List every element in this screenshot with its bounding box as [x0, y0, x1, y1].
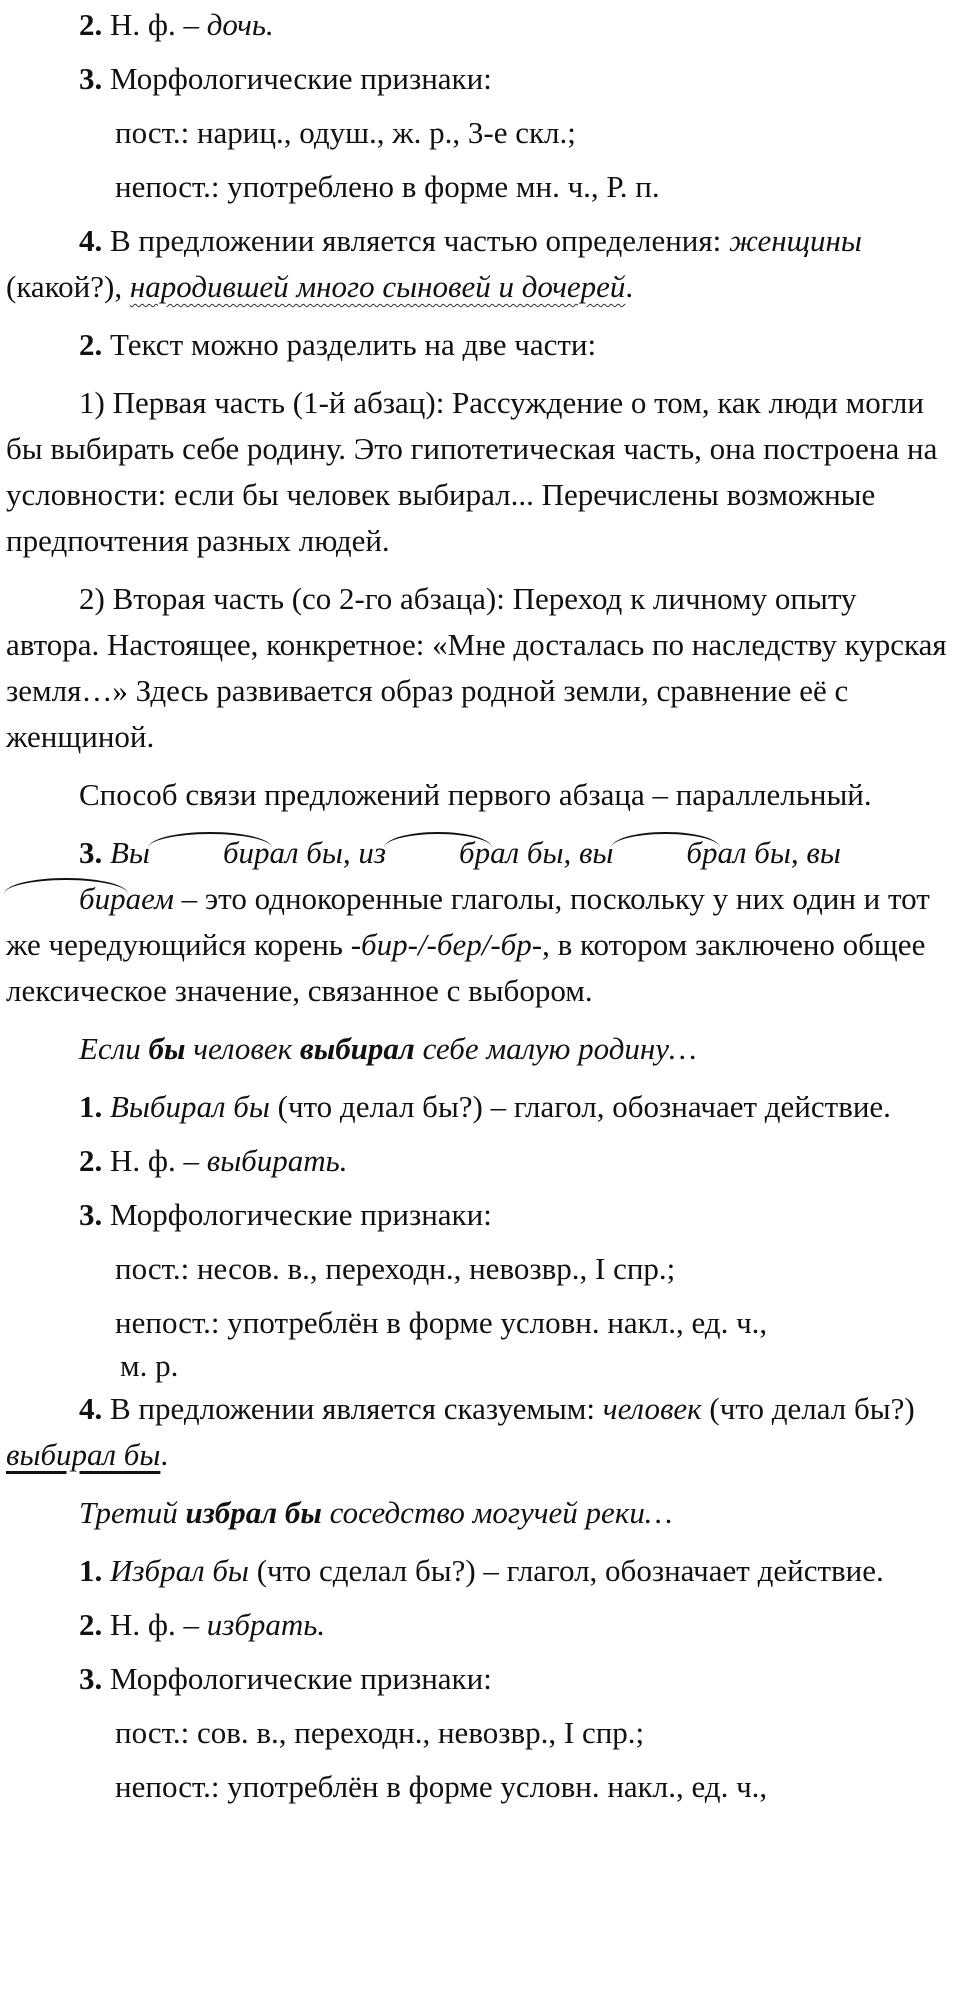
item-text: Морфологические признаки:	[102, 1197, 492, 1232]
item-number: 3.	[79, 61, 103, 96]
predicate-word: выбирал бы	[6, 1437, 161, 1472]
root: бр	[459, 835, 491, 870]
quote-text: Третий	[79, 1495, 186, 1530]
task3-text	[0, 830, 960, 1014]
item-number: 2.	[79, 1143, 103, 1178]
root: бир	[79, 881, 126, 916]
root-mark	[386, 830, 490, 876]
root-mark	[150, 830, 270, 876]
morph-variable-cont: м. р.	[120, 1348, 179, 1383]
item-number: 1.	[79, 1553, 103, 1588]
item-text: (что делал бы?)	[701, 1391, 915, 1426]
word-vybiral	[110, 835, 358, 870]
morph-constant: пост.: сов. в., переходн., невозвр., I спр.;	[115, 1715, 645, 1750]
item-text: Н. ф. –	[102, 1143, 207, 1178]
prefix: вы	[806, 835, 841, 870]
subject-word: человек	[602, 1391, 702, 1426]
prefix: вы	[578, 835, 614, 870]
morph-variable: непост.: употреблён в форме условн. накл., ед. ч.,	[115, 1769, 768, 1804]
item-initial-form	[0, 1602, 960, 1648]
item-text: Морфологические признаки:	[102, 61, 492, 96]
item-syntax-role	[0, 1386, 960, 1478]
task-number: 2.	[79, 327, 103, 362]
task2-intro	[0, 322, 960, 368]
prefix: из	[358, 835, 386, 870]
morph-constant: пост.: несов. в., переходн., невозвр., I спр.;	[115, 1251, 676, 1286]
item-morph-heading	[0, 56, 960, 102]
definition-phrase: народившей много сыновей и дочерей	[129, 269, 626, 304]
quote-text: себе малую родину…	[414, 1031, 697, 1066]
item-number: 1.	[79, 1089, 103, 1124]
item-text: В предложении является сказуемым:	[102, 1391, 603, 1426]
item-text: В предложении является частью определения:	[102, 223, 722, 258]
task-text: , в котором заключено общее лексическое значение, связанное с выбором.	[6, 927, 926, 1008]
item-text: Н. ф. –	[102, 1607, 207, 1642]
task2-part1: 1) Первая часть (1-й абзац): Рассуждение о том, как люди могли бы выбирать себе родину. Это гипотетическая часть, она построена на условности: если бы человек выбирал... Перечислены возможные предпочтения разных людей.	[6, 385, 938, 558]
item-text: Н. ф. –	[102, 7, 207, 42]
quote-sentence	[0, 1490, 960, 1536]
item-morph-heading	[0, 1192, 960, 1238]
item-initial-form	[0, 1138, 960, 1184]
task2-part2: 2) Вторая часть (со 2-го абзаца): Переход к личному опыту автора. Настоящее, конкретное: «Мне досталась по наследству курская земля…» Здесь развивается образ родной земли, сравнение её с женщиной.	[6, 581, 947, 754]
item-word: избрать.	[206, 1607, 326, 1642]
task-text: Текст можно разделить на две части:	[102, 327, 597, 362]
item-number: 4.	[79, 223, 103, 258]
item-number: 2.	[79, 1607, 103, 1642]
item-word: женщины	[729, 223, 862, 258]
item-text: (какой?),	[6, 269, 130, 304]
punctuation: .	[625, 269, 634, 304]
morph-variable: непост.: употреблено в форме мн. ч., Р. п.	[115, 169, 660, 204]
task-text: – это однокоренные глаголы, поскольку у них один и тот же чередующийся корень	[6, 881, 930, 962]
item-number: 2.	[79, 7, 103, 42]
word-vybral	[579, 835, 806, 870]
item-number: 3.	[79, 1197, 103, 1232]
quote-bold: бы	[148, 1031, 186, 1066]
item-text: (что сделал бы?) – глагол, обозначает действие.	[248, 1553, 884, 1588]
task-number: 3.	[79, 835, 103, 870]
item-text: Морфологические признаки:	[102, 1661, 492, 1696]
item-word: Выбирал бы	[102, 1089, 270, 1124]
item-syntax-role	[0, 218, 960, 310]
morph-constant: пост.: нариц., одуш., ж. р., 3-е скл.;	[115, 115, 576, 150]
item-initial-form	[0, 2, 960, 48]
root-mark	[6, 876, 126, 922]
item-part-of-speech	[0, 1084, 960, 1130]
item-number: 4.	[79, 1391, 103, 1426]
item-part-of-speech	[0, 1548, 960, 1594]
quote-text: человек	[185, 1031, 300, 1066]
task2-link: Способ связи предложений первого абзаца – параллельный.	[79, 777, 872, 812]
item-word: Избрал бы	[102, 1553, 249, 1588]
root: бир	[222, 835, 270, 870]
item-morph-heading	[0, 1656, 960, 1702]
quote-text: Если	[79, 1031, 149, 1066]
ending: ал бы,	[717, 835, 807, 870]
item-word: дочь.	[206, 7, 274, 42]
word-izbral	[358, 835, 579, 870]
item-text: (что делал бы?) – глагол, обозначает действие.	[269, 1089, 891, 1124]
root-mark	[613, 830, 717, 876]
quote-sentence	[0, 1026, 960, 1072]
quote-bold: выбирал	[299, 1031, 415, 1066]
ending: ал бы,	[269, 835, 359, 870]
item-number: 3.	[79, 1661, 103, 1696]
quote-text: соседство могучей реки…	[321, 1495, 673, 1530]
root: бр	[686, 835, 718, 870]
punctuation: .	[160, 1437, 169, 1472]
ending: аем	[125, 881, 174, 916]
morph-variable: непост.: употреблён в форме условн. накл., ед. ч.,	[115, 1305, 768, 1340]
quote-bold: избрал бы	[185, 1495, 322, 1530]
prefix: Вы	[110, 835, 150, 870]
item-word: выбирать.	[206, 1143, 348, 1178]
root-variants: -бир-/-бер/-бр-	[350, 927, 543, 962]
ending: ал бы,	[490, 835, 579, 870]
